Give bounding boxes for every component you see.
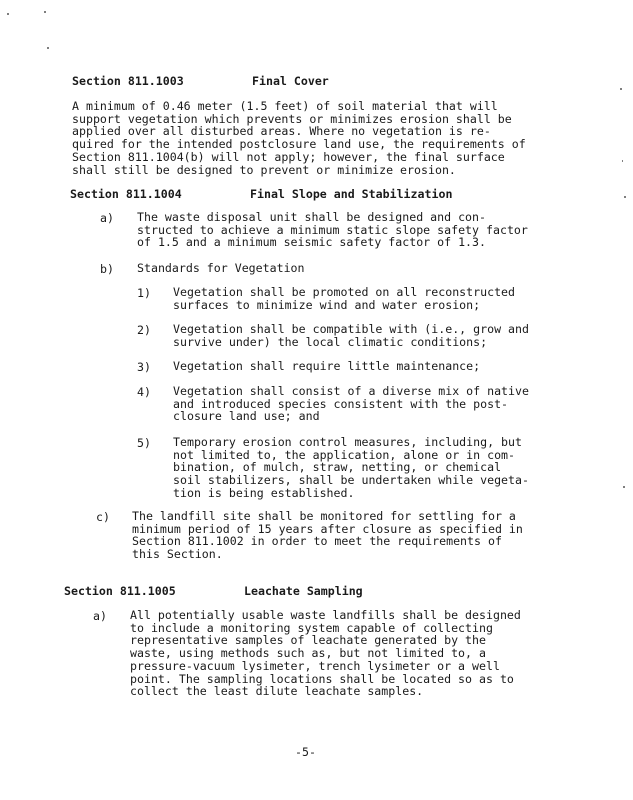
item-marker: 4) xyxy=(137,385,151,399)
item-marker: a) xyxy=(93,609,107,623)
item-marker: b) xyxy=(100,262,114,276)
text-line: Vegetation shall consist of a diverse mix of native xyxy=(173,384,529,398)
section-1004-c xyxy=(132,510,523,561)
text-line: pressure-vacuum lysimeter, trench lysimeter or a well xyxy=(130,658,500,673)
text-line: representative samples of leachate generated by the xyxy=(130,633,486,648)
text-line: collect the least dilute leachate samples. xyxy=(130,684,424,699)
text-line: to include a monitoring system capable of collecting xyxy=(130,620,493,635)
scan-speck xyxy=(622,160,623,162)
text-line: Standards for Vegetation xyxy=(137,261,305,275)
text-line: applied over all disturbed areas. Where no vegetation is re- xyxy=(72,124,491,139)
text-line: The waste disposal unit shall be designed and con- xyxy=(137,210,487,224)
text-line: point. The sampling locations shall be located so as to xyxy=(130,671,514,686)
section-number: Section 811.1003 xyxy=(72,74,184,88)
scan-speck xyxy=(620,88,622,90)
text-line: A minimum of 0.46 meter (1.5 feet) of soil material that will xyxy=(72,99,498,113)
text-line: of 1.5 and a minimum seismic safety factor of 1.3. xyxy=(137,235,487,250)
section-1003-heading xyxy=(72,74,329,88)
text-line: this Section. xyxy=(132,547,223,562)
text-line: All potentially usable waste landfills shall be designed xyxy=(130,608,521,622)
scan-speck xyxy=(47,47,49,49)
text-line: surfaces to minimize wind and water erosion; xyxy=(173,297,481,312)
vegetation-item-5 xyxy=(173,436,529,500)
text-line: waste, using methods such as, but not limited to, a xyxy=(130,646,486,661)
item-marker: 1) xyxy=(137,286,151,300)
section-1004-a xyxy=(137,211,528,249)
text-line: Vegetation shall be compatible with (i.e., grow and xyxy=(173,322,529,336)
section-1004-heading xyxy=(70,187,453,201)
scan-speck xyxy=(623,486,625,488)
text-line: quired for the intended postclosure land use, the requirements of xyxy=(72,137,526,152)
section-title: Final Cover xyxy=(252,74,329,88)
item-marker: a) xyxy=(100,211,114,225)
text-line: Temporary erosion control measures, including, but xyxy=(173,435,523,449)
item-marker: 3) xyxy=(137,360,151,374)
text-line: structed to achieve a minimum static slope safety factor xyxy=(137,222,528,237)
text-line: and introduced species consistent with the post- xyxy=(173,396,509,411)
page-number: -5- xyxy=(295,745,316,759)
vegetation-item-4 xyxy=(173,385,529,423)
item-marker: 5) xyxy=(137,436,151,450)
text-line: Vegetation shall require little maintenance; xyxy=(173,359,481,373)
text-line: tion is being established. xyxy=(173,485,355,500)
scan-speck xyxy=(44,11,46,13)
item-marker: 2) xyxy=(137,323,151,337)
text-line: Section 811.1004(b) will not apply; however, the final surface xyxy=(72,149,505,164)
section-1003-body xyxy=(72,100,526,176)
section-title: Leachate Sampling xyxy=(244,584,363,598)
text-line: Section 811.1002 in order to meet the requirements of xyxy=(132,534,502,549)
text-line: not limited to, the application, alone or in com- xyxy=(173,447,516,462)
item-marker: c) xyxy=(96,510,110,524)
section-number: Section 811.1004 xyxy=(70,187,182,201)
scan-speck xyxy=(7,13,9,15)
text-line: soil stabilizers, shall be undertaken while vegeta- xyxy=(173,473,529,488)
section-1004-b xyxy=(137,262,305,275)
section-1005-a xyxy=(130,609,521,698)
section-title: Final Slope and Stabilization xyxy=(250,187,453,201)
vegetation-item-3 xyxy=(173,360,480,373)
text-line: support vegetation which prevents or minimizes erosion shall be xyxy=(72,111,512,126)
text-line: shall still be designed to prevent or minimize erosion. xyxy=(72,162,456,177)
text-line: bination, of mulch, straw, netting, or chemical xyxy=(173,460,502,475)
section-1005-heading xyxy=(64,584,363,598)
text-line: survive under) the local climatic conditions; xyxy=(173,334,488,349)
text-line: minimum period of 15 years after closure as specified in xyxy=(132,521,523,536)
scan-speck xyxy=(624,196,626,198)
vegetation-item-2 xyxy=(173,323,529,348)
text-line: closure land use; and xyxy=(173,409,320,424)
text-line: The landfill site shall be monitored for settling for a xyxy=(132,509,516,523)
section-number: Section 811.1005 xyxy=(64,584,176,598)
vegetation-item-1 xyxy=(173,286,515,311)
text-line: Vegetation shall be promoted on all reconstructed xyxy=(173,285,516,299)
